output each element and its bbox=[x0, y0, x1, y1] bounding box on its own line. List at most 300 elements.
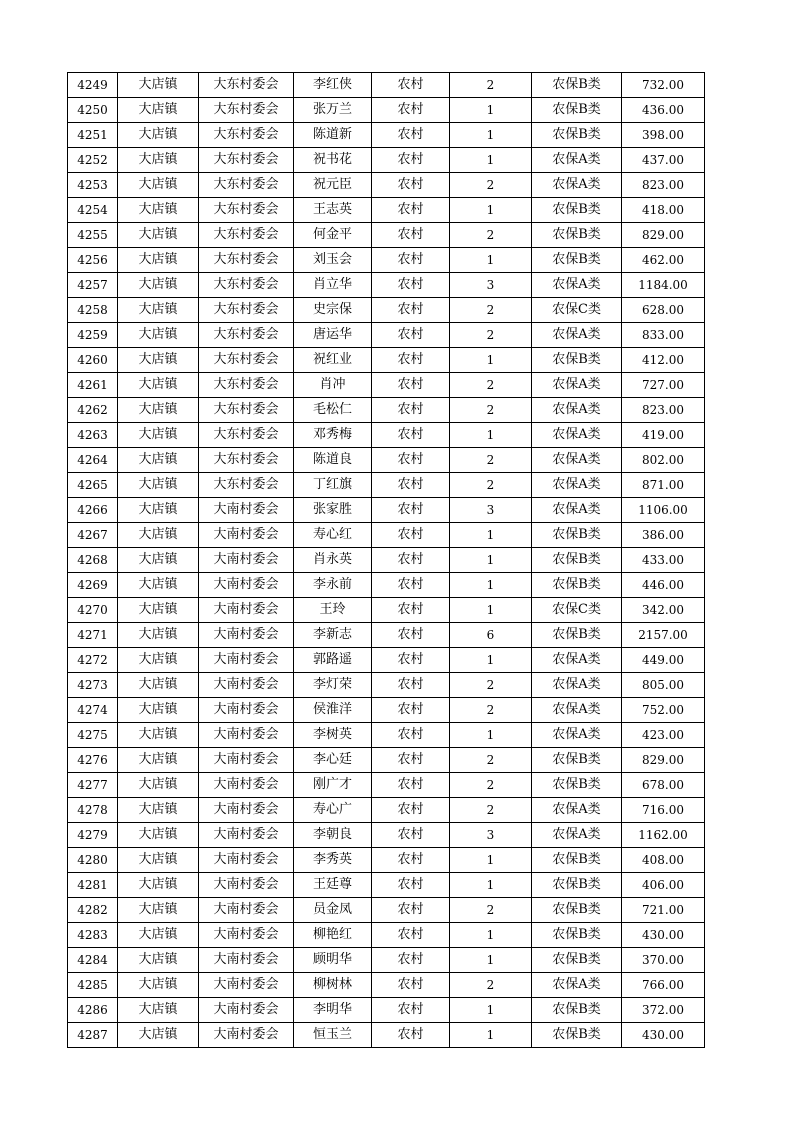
town-cell: 大店镇 bbox=[118, 523, 199, 548]
category-cell: 农保C类 bbox=[532, 598, 622, 623]
village-committee-cell: 大南村委会 bbox=[199, 773, 294, 798]
name-cell: 毛松仁 bbox=[294, 398, 372, 423]
amount-cell: 721.00 bbox=[622, 898, 705, 923]
town-cell: 大店镇 bbox=[118, 98, 199, 123]
amount-cell: 1184.00 bbox=[622, 273, 705, 298]
member-count-cell: 6 bbox=[450, 623, 532, 648]
member-count-cell: 1 bbox=[450, 998, 532, 1023]
member-count-cell: 1 bbox=[450, 648, 532, 673]
row-number-cell: 4250 bbox=[68, 98, 118, 123]
row-number-cell: 4265 bbox=[68, 473, 118, 498]
row-number-cell: 4278 bbox=[68, 798, 118, 823]
category-cell: 农保B类 bbox=[532, 948, 622, 973]
household-type-cell: 农村 bbox=[372, 748, 450, 773]
row-number-cell: 4284 bbox=[68, 948, 118, 973]
category-cell: 农保B类 bbox=[532, 523, 622, 548]
village-committee-cell: 大东村委会 bbox=[199, 473, 294, 498]
village-committee-cell: 大南村委会 bbox=[199, 623, 294, 648]
amount-cell: 370.00 bbox=[622, 948, 705, 973]
household-type-cell: 农村 bbox=[372, 848, 450, 873]
village-committee-cell: 大东村委会 bbox=[199, 73, 294, 98]
row-number-cell: 4264 bbox=[68, 448, 118, 473]
household-type-cell: 农村 bbox=[372, 198, 450, 223]
household-type-cell: 农村 bbox=[372, 673, 450, 698]
row-number-cell: 4263 bbox=[68, 423, 118, 448]
member-count-cell: 1 bbox=[450, 423, 532, 448]
amount-cell: 1106.00 bbox=[622, 498, 705, 523]
table-row bbox=[68, 423, 705, 448]
name-cell: 李树英 bbox=[294, 723, 372, 748]
amount-cell: 342.00 bbox=[622, 598, 705, 623]
town-cell: 大店镇 bbox=[118, 548, 199, 573]
town-cell: 大店镇 bbox=[118, 223, 199, 248]
table-row bbox=[68, 998, 705, 1023]
row-number-cell: 4279 bbox=[68, 823, 118, 848]
member-count-cell: 1 bbox=[450, 123, 532, 148]
village-committee-cell: 大东村委会 bbox=[199, 148, 294, 173]
member-count-cell: 2 bbox=[450, 298, 532, 323]
village-committee-cell: 大南村委会 bbox=[199, 798, 294, 823]
household-type-cell: 农村 bbox=[372, 573, 450, 598]
household-type-cell: 农村 bbox=[372, 423, 450, 448]
amount-cell: 678.00 bbox=[622, 773, 705, 798]
town-cell: 大店镇 bbox=[118, 623, 199, 648]
household-type-cell: 农村 bbox=[372, 123, 450, 148]
village-committee-cell: 大南村委会 bbox=[199, 823, 294, 848]
member-count-cell: 2 bbox=[450, 773, 532, 798]
category-cell: 农保A类 bbox=[532, 648, 622, 673]
table-row bbox=[68, 573, 705, 598]
household-type-cell: 农村 bbox=[372, 723, 450, 748]
table-row bbox=[68, 1023, 705, 1048]
amount-cell: 436.00 bbox=[622, 98, 705, 123]
table-row bbox=[68, 823, 705, 848]
category-cell: 农保B类 bbox=[532, 848, 622, 873]
amount-cell: 372.00 bbox=[622, 998, 705, 1023]
amount-cell: 833.00 bbox=[622, 323, 705, 348]
village-committee-cell: 大东村委会 bbox=[199, 173, 294, 198]
category-cell: 农保A类 bbox=[532, 173, 622, 198]
name-cell: 张万兰 bbox=[294, 98, 372, 123]
category-cell: 农保A类 bbox=[532, 673, 622, 698]
household-type-cell: 农村 bbox=[372, 973, 450, 998]
name-cell: 陈道良 bbox=[294, 448, 372, 473]
table-row bbox=[68, 198, 705, 223]
village-committee-cell: 大东村委会 bbox=[199, 223, 294, 248]
table-row bbox=[68, 748, 705, 773]
town-cell: 大店镇 bbox=[118, 598, 199, 623]
name-cell: 刘玉会 bbox=[294, 248, 372, 273]
member-count-cell: 1 bbox=[450, 348, 532, 373]
household-type-cell: 农村 bbox=[372, 1023, 450, 1048]
household-type-cell: 农村 bbox=[372, 73, 450, 98]
relief-roster-table bbox=[67, 72, 705, 1048]
member-count-cell: 1 bbox=[450, 923, 532, 948]
village-committee-cell: 大南村委会 bbox=[199, 648, 294, 673]
village-committee-cell: 大东村委会 bbox=[199, 373, 294, 398]
village-committee-cell: 大南村委会 bbox=[199, 723, 294, 748]
table-row bbox=[68, 898, 705, 923]
row-number-cell: 4286 bbox=[68, 998, 118, 1023]
town-cell: 大店镇 bbox=[118, 923, 199, 948]
member-count-cell: 2 bbox=[450, 973, 532, 998]
town-cell: 大店镇 bbox=[118, 998, 199, 1023]
row-number-cell: 4287 bbox=[68, 1023, 118, 1048]
name-cell: 何金平 bbox=[294, 223, 372, 248]
category-cell: 农保B类 bbox=[532, 98, 622, 123]
table-row bbox=[68, 773, 705, 798]
household-type-cell: 农村 bbox=[372, 223, 450, 248]
household-type-cell: 农村 bbox=[372, 598, 450, 623]
amount-cell: 446.00 bbox=[622, 573, 705, 598]
table-row bbox=[68, 923, 705, 948]
member-count-cell: 1 bbox=[450, 873, 532, 898]
household-type-cell: 农村 bbox=[372, 823, 450, 848]
member-count-cell: 1 bbox=[450, 523, 532, 548]
member-count-cell: 1 bbox=[450, 198, 532, 223]
category-cell: 农保C类 bbox=[532, 298, 622, 323]
town-cell: 大店镇 bbox=[118, 973, 199, 998]
table-row bbox=[68, 73, 705, 98]
town-cell: 大店镇 bbox=[118, 148, 199, 173]
member-count-cell: 2 bbox=[450, 73, 532, 98]
town-cell: 大店镇 bbox=[118, 373, 199, 398]
name-cell: 王玲 bbox=[294, 598, 372, 623]
member-count-cell: 2 bbox=[450, 748, 532, 773]
category-cell: 农保B类 bbox=[532, 773, 622, 798]
row-number-cell: 4269 bbox=[68, 573, 118, 598]
name-cell: 张家胜 bbox=[294, 498, 372, 523]
member-count-cell: 2 bbox=[450, 473, 532, 498]
row-number-cell: 4257 bbox=[68, 273, 118, 298]
amount-cell: 829.00 bbox=[622, 223, 705, 248]
row-number-cell: 4277 bbox=[68, 773, 118, 798]
row-number-cell: 4283 bbox=[68, 923, 118, 948]
village-committee-cell: 大南村委会 bbox=[199, 873, 294, 898]
row-number-cell: 4270 bbox=[68, 598, 118, 623]
name-cell: 邓秀梅 bbox=[294, 423, 372, 448]
member-count-cell: 1 bbox=[450, 948, 532, 973]
member-count-cell: 2 bbox=[450, 698, 532, 723]
amount-cell: 419.00 bbox=[622, 423, 705, 448]
table-row bbox=[68, 323, 705, 348]
member-count-cell: 2 bbox=[450, 798, 532, 823]
household-type-cell: 农村 bbox=[372, 523, 450, 548]
table-row bbox=[68, 673, 705, 698]
row-number-cell: 4281 bbox=[68, 873, 118, 898]
village-committee-cell: 大南村委会 bbox=[199, 923, 294, 948]
row-number-cell: 4276 bbox=[68, 748, 118, 773]
table-row bbox=[68, 273, 705, 298]
household-type-cell: 农村 bbox=[372, 898, 450, 923]
member-count-cell: 1 bbox=[450, 598, 532, 623]
amount-cell: 871.00 bbox=[622, 473, 705, 498]
household-type-cell: 农村 bbox=[372, 323, 450, 348]
row-number-cell: 4266 bbox=[68, 498, 118, 523]
table-row bbox=[68, 373, 705, 398]
town-cell: 大店镇 bbox=[118, 273, 199, 298]
category-cell: 农保B类 bbox=[532, 223, 622, 248]
town-cell: 大店镇 bbox=[118, 423, 199, 448]
household-type-cell: 农村 bbox=[372, 773, 450, 798]
village-committee-cell: 大南村委会 bbox=[199, 573, 294, 598]
village-committee-cell: 大东村委会 bbox=[199, 248, 294, 273]
member-count-cell: 2 bbox=[450, 223, 532, 248]
name-cell: 陈道新 bbox=[294, 123, 372, 148]
category-cell: 农保B类 bbox=[532, 573, 622, 598]
amount-cell: 398.00 bbox=[622, 123, 705, 148]
table-row bbox=[68, 298, 705, 323]
member-count-cell: 1 bbox=[450, 723, 532, 748]
household-type-cell: 农村 bbox=[372, 548, 450, 573]
category-cell: 农保B类 bbox=[532, 1023, 622, 1048]
row-number-cell: 4259 bbox=[68, 323, 118, 348]
town-cell: 大店镇 bbox=[118, 298, 199, 323]
village-committee-cell: 大南村委会 bbox=[199, 523, 294, 548]
row-number-cell: 4251 bbox=[68, 123, 118, 148]
name-cell: 刚广才 bbox=[294, 773, 372, 798]
table-body bbox=[68, 73, 705, 1048]
town-cell: 大店镇 bbox=[118, 398, 199, 423]
amount-cell: 727.00 bbox=[622, 373, 705, 398]
category-cell: 农保B类 bbox=[532, 748, 622, 773]
town-cell: 大店镇 bbox=[118, 848, 199, 873]
amount-cell: 1162.00 bbox=[622, 823, 705, 848]
table-row bbox=[68, 848, 705, 873]
row-number-cell: 4254 bbox=[68, 198, 118, 223]
category-cell: 农保B类 bbox=[532, 248, 622, 273]
town-cell: 大店镇 bbox=[118, 323, 199, 348]
row-number-cell: 4274 bbox=[68, 698, 118, 723]
member-count-cell: 1 bbox=[450, 248, 532, 273]
amount-cell: 716.00 bbox=[622, 798, 705, 823]
member-count-cell: 1 bbox=[450, 148, 532, 173]
household-type-cell: 农村 bbox=[372, 348, 450, 373]
table-row bbox=[68, 123, 705, 148]
table-row bbox=[68, 223, 705, 248]
name-cell: 肖立华 bbox=[294, 273, 372, 298]
village-committee-cell: 大南村委会 bbox=[199, 998, 294, 1023]
member-count-cell: 1 bbox=[450, 848, 532, 873]
table-row bbox=[68, 948, 705, 973]
table-row bbox=[68, 473, 705, 498]
category-cell: 农保B类 bbox=[532, 623, 622, 648]
name-cell: 柳艳红 bbox=[294, 923, 372, 948]
amount-cell: 408.00 bbox=[622, 848, 705, 873]
household-type-cell: 农村 bbox=[372, 398, 450, 423]
village-committee-cell: 大南村委会 bbox=[199, 598, 294, 623]
row-number-cell: 4271 bbox=[68, 623, 118, 648]
member-count-cell: 2 bbox=[450, 173, 532, 198]
household-type-cell: 农村 bbox=[372, 698, 450, 723]
amount-cell: 752.00 bbox=[622, 698, 705, 723]
name-cell: 王志英 bbox=[294, 198, 372, 223]
household-type-cell: 农村 bbox=[372, 798, 450, 823]
category-cell: 农保A类 bbox=[532, 698, 622, 723]
table-row bbox=[68, 348, 705, 373]
row-number-cell: 4255 bbox=[68, 223, 118, 248]
table-row bbox=[68, 173, 705, 198]
name-cell: 员金凤 bbox=[294, 898, 372, 923]
name-cell: 寿心红 bbox=[294, 523, 372, 548]
table-row bbox=[68, 398, 705, 423]
household-type-cell: 农村 bbox=[372, 923, 450, 948]
category-cell: 农保A类 bbox=[532, 473, 622, 498]
category-cell: 农保A类 bbox=[532, 973, 622, 998]
table-row bbox=[68, 973, 705, 998]
category-cell: 农保B类 bbox=[532, 198, 622, 223]
amount-cell: 418.00 bbox=[622, 198, 705, 223]
household-type-cell: 农村 bbox=[372, 248, 450, 273]
category-cell: 农保A类 bbox=[532, 273, 622, 298]
town-cell: 大店镇 bbox=[118, 648, 199, 673]
name-cell: 李明华 bbox=[294, 998, 372, 1023]
village-committee-cell: 大东村委会 bbox=[199, 123, 294, 148]
category-cell: 农保A类 bbox=[532, 798, 622, 823]
amount-cell: 462.00 bbox=[622, 248, 705, 273]
name-cell: 祝元臣 bbox=[294, 173, 372, 198]
village-committee-cell: 大南村委会 bbox=[199, 1023, 294, 1048]
amount-cell: 805.00 bbox=[622, 673, 705, 698]
category-cell: 农保A类 bbox=[532, 323, 622, 348]
amount-cell: 823.00 bbox=[622, 398, 705, 423]
household-type-cell: 农村 bbox=[372, 473, 450, 498]
name-cell: 丁红旗 bbox=[294, 473, 372, 498]
member-count-cell: 1 bbox=[450, 1023, 532, 1048]
table-row bbox=[68, 648, 705, 673]
category-cell: 农保B类 bbox=[532, 873, 622, 898]
category-cell: 农保B类 bbox=[532, 73, 622, 98]
amount-cell: 423.00 bbox=[622, 723, 705, 748]
village-committee-cell: 大南村委会 bbox=[199, 548, 294, 573]
category-cell: 农保B类 bbox=[532, 898, 622, 923]
row-number-cell: 4273 bbox=[68, 673, 118, 698]
table-row bbox=[68, 248, 705, 273]
category-cell: 农保B类 bbox=[532, 998, 622, 1023]
village-committee-cell: 大南村委会 bbox=[199, 948, 294, 973]
row-number-cell: 4262 bbox=[68, 398, 118, 423]
name-cell: 王廷尊 bbox=[294, 873, 372, 898]
name-cell: 李灯荣 bbox=[294, 673, 372, 698]
amount-cell: 386.00 bbox=[622, 523, 705, 548]
table-row bbox=[68, 98, 705, 123]
member-count-cell: 1 bbox=[450, 573, 532, 598]
row-number-cell: 4268 bbox=[68, 548, 118, 573]
village-committee-cell: 大东村委会 bbox=[199, 198, 294, 223]
name-cell: 李朝良 bbox=[294, 823, 372, 848]
table-row bbox=[68, 598, 705, 623]
amount-cell: 766.00 bbox=[622, 973, 705, 998]
household-type-cell: 农村 bbox=[372, 173, 450, 198]
household-type-cell: 农村 bbox=[372, 98, 450, 123]
member-count-cell: 1 bbox=[450, 548, 532, 573]
name-cell: 李心廷 bbox=[294, 748, 372, 773]
member-count-cell: 2 bbox=[450, 323, 532, 348]
town-cell: 大店镇 bbox=[118, 823, 199, 848]
amount-cell: 437.00 bbox=[622, 148, 705, 173]
table-row bbox=[68, 623, 705, 648]
row-number-cell: 4275 bbox=[68, 723, 118, 748]
table-row bbox=[68, 548, 705, 573]
town-cell: 大店镇 bbox=[118, 723, 199, 748]
household-type-cell: 农村 bbox=[372, 498, 450, 523]
row-number-cell: 4252 bbox=[68, 148, 118, 173]
row-number-cell: 4261 bbox=[68, 373, 118, 398]
category-cell: 农保A类 bbox=[532, 373, 622, 398]
member-count-cell: 2 bbox=[450, 398, 532, 423]
category-cell: 农保B类 bbox=[532, 923, 622, 948]
town-cell: 大店镇 bbox=[118, 123, 199, 148]
member-count-cell: 2 bbox=[450, 448, 532, 473]
row-number-cell: 4280 bbox=[68, 848, 118, 873]
name-cell: 唐运华 bbox=[294, 323, 372, 348]
category-cell: 农保A类 bbox=[532, 498, 622, 523]
name-cell: 侯淮洋 bbox=[294, 698, 372, 723]
town-cell: 大店镇 bbox=[118, 473, 199, 498]
member-count-cell: 1 bbox=[450, 98, 532, 123]
name-cell: 祝书花 bbox=[294, 148, 372, 173]
village-committee-cell: 大南村委会 bbox=[199, 673, 294, 698]
village-committee-cell: 大南村委会 bbox=[199, 898, 294, 923]
category-cell: 农保A类 bbox=[532, 448, 622, 473]
category-cell: 农保B类 bbox=[532, 348, 622, 373]
village-committee-cell: 大东村委会 bbox=[199, 298, 294, 323]
town-cell: 大店镇 bbox=[118, 673, 199, 698]
village-committee-cell: 大东村委会 bbox=[199, 448, 294, 473]
village-committee-cell: 大东村委会 bbox=[199, 98, 294, 123]
village-committee-cell: 大南村委会 bbox=[199, 698, 294, 723]
category-cell: 农保A类 bbox=[532, 398, 622, 423]
table-row bbox=[68, 873, 705, 898]
name-cell: 李新志 bbox=[294, 623, 372, 648]
town-cell: 大店镇 bbox=[118, 948, 199, 973]
town-cell: 大店镇 bbox=[118, 198, 199, 223]
row-number-cell: 4282 bbox=[68, 898, 118, 923]
town-cell: 大店镇 bbox=[118, 573, 199, 598]
member-count-cell: 2 bbox=[450, 673, 532, 698]
amount-cell: 430.00 bbox=[622, 923, 705, 948]
household-type-cell: 农村 bbox=[372, 373, 450, 398]
household-type-cell: 农村 bbox=[372, 298, 450, 323]
name-cell: 李红侠 bbox=[294, 73, 372, 98]
table-row bbox=[68, 798, 705, 823]
town-cell: 大店镇 bbox=[118, 798, 199, 823]
household-type-cell: 农村 bbox=[372, 448, 450, 473]
village-committee-cell: 大南村委会 bbox=[199, 748, 294, 773]
row-number-cell: 4253 bbox=[68, 173, 118, 198]
member-count-cell: 3 bbox=[450, 823, 532, 848]
table-row bbox=[68, 523, 705, 548]
amount-cell: 823.00 bbox=[622, 173, 705, 198]
name-cell: 史宗保 bbox=[294, 298, 372, 323]
category-cell: 农保B类 bbox=[532, 123, 622, 148]
name-cell: 郭路遥 bbox=[294, 648, 372, 673]
name-cell: 肖冲 bbox=[294, 373, 372, 398]
table-row bbox=[68, 723, 705, 748]
category-cell: 农保A类 bbox=[532, 423, 622, 448]
town-cell: 大店镇 bbox=[118, 773, 199, 798]
row-number-cell: 4258 bbox=[68, 298, 118, 323]
name-cell: 李秀英 bbox=[294, 848, 372, 873]
row-number-cell: 4285 bbox=[68, 973, 118, 998]
amount-cell: 433.00 bbox=[622, 548, 705, 573]
household-type-cell: 农村 bbox=[372, 148, 450, 173]
village-committee-cell: 大东村委会 bbox=[199, 273, 294, 298]
name-cell: 寿心广 bbox=[294, 798, 372, 823]
row-number-cell: 4267 bbox=[68, 523, 118, 548]
village-committee-cell: 大南村委会 bbox=[199, 848, 294, 873]
row-number-cell: 4256 bbox=[68, 248, 118, 273]
